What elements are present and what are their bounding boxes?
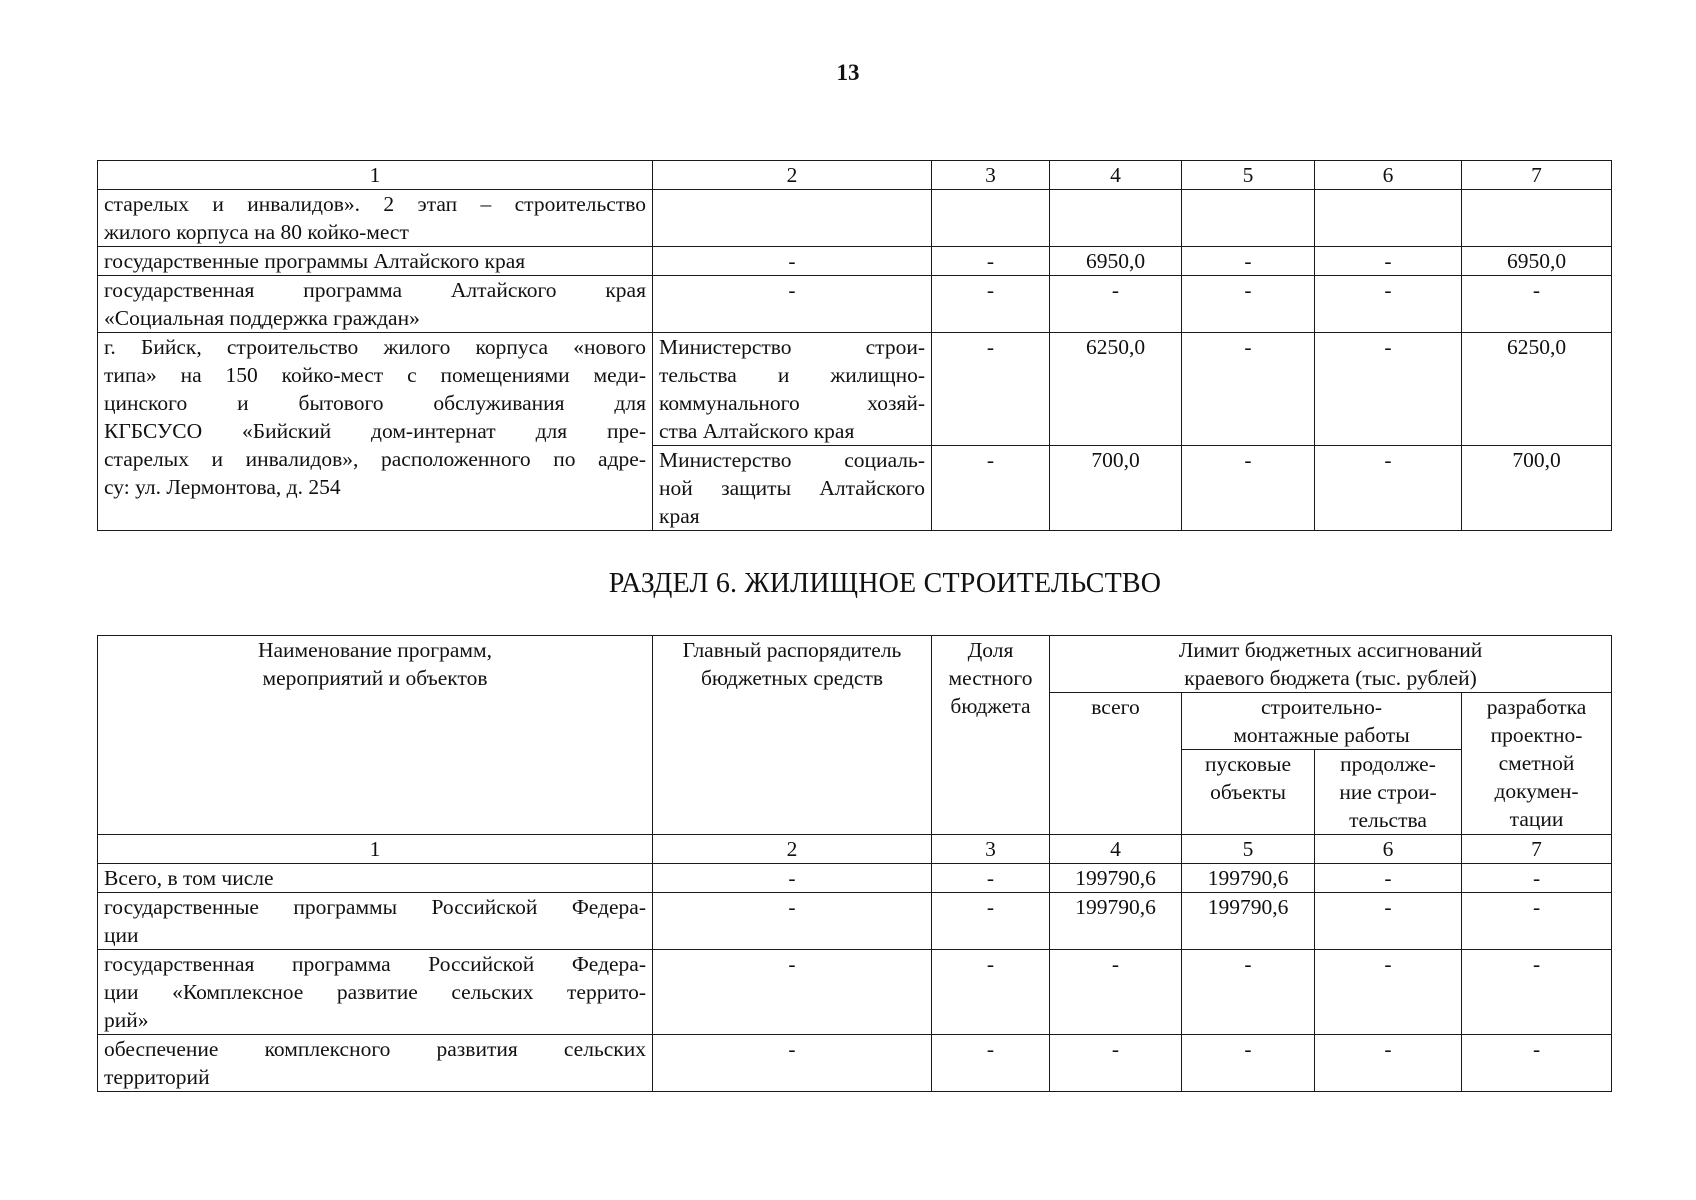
cell: -: [653, 276, 932, 333]
cell: -: [1315, 864, 1462, 893]
cell: 199790,6: [1182, 893, 1315, 950]
text-line: Министерство социаль-: [659, 448, 925, 472]
header-line: Наименование программ,: [257, 638, 493, 662]
col-number: 3: [932, 835, 1050, 864]
cell: -: [932, 276, 1050, 333]
text-line: государственные программы Российской Федера-: [104, 895, 646, 919]
cell: -: [932, 446, 1050, 531]
cell: -: [1315, 1035, 1462, 1092]
col-number: 5: [1182, 835, 1315, 864]
col-number: 2: [653, 161, 932, 190]
cell: 6950,0: [1462, 247, 1612, 276]
cell: -: [1182, 333, 1315, 446]
cell: -: [653, 247, 932, 276]
cell: -: [1462, 950, 1612, 1035]
table-row: [98, 247, 1612, 276]
text-line: г. Бийск, строительство жилого корпуса «нового: [104, 335, 646, 359]
text-line: су: ул. Лермонтова, д. 254: [104, 475, 341, 499]
text-line: типа» на 150 койко-мест с помещениями меди-: [104, 363, 646, 387]
continuation-table: [97, 160, 1612, 531]
header-line: тации: [1509, 807, 1564, 831]
cell: -: [1315, 446, 1462, 531]
header-line: пусковые: [1204, 752, 1292, 776]
cell: -: [932, 893, 1050, 950]
header-line: краевого бюджета (тыс. рублей): [1184, 666, 1477, 690]
col-number: 5: [1182, 161, 1315, 190]
text-line: «Социальная поддержка граждан»: [104, 306, 420, 330]
row-name: [98, 1035, 653, 1092]
text-line: рий»: [104, 1008, 149, 1032]
cell: -: [1315, 950, 1462, 1035]
header-line: докумен-: [1494, 779, 1579, 803]
header-line: монтажные работы: [1233, 723, 1410, 747]
table-row: [98, 333, 1612, 446]
header-line: бюджетных средств: [700, 666, 883, 690]
text-line: государственная программа Алтайского края: [104, 278, 646, 302]
cell: -: [1182, 247, 1315, 276]
text-line: цинского и бытового обслуживания для: [104, 391, 646, 415]
header-line: Главный распорядитель: [682, 638, 902, 662]
text-line: КГБСУСО «Бийский дом-интернат для пре-: [104, 419, 646, 443]
cell: -: [1462, 864, 1612, 893]
text-line: ной защиты Алтайского: [659, 476, 925, 500]
text-line: Министерство строи-: [659, 335, 925, 359]
header-line: продолже-: [1340, 752, 1436, 776]
cell: [932, 190, 1050, 247]
cell: -: [1050, 276, 1182, 333]
cell: -: [1315, 333, 1462, 446]
text-line: жилого корпуса на 80 койко-мест: [104, 220, 409, 244]
header-budget-limit: [1050, 636, 1612, 693]
column-number-row: [98, 161, 1612, 190]
cell: [1315, 190, 1462, 247]
cell: 6250,0: [1050, 333, 1182, 446]
col-number: 7: [1462, 161, 1612, 190]
cell: -: [1462, 893, 1612, 950]
text-line: обеспечение комплексного развития сельских: [104, 1037, 646, 1061]
row-name: [98, 893, 653, 950]
cell: 199790,6: [1050, 893, 1182, 950]
header-line: Доля: [967, 638, 1014, 662]
header-line: строительно-: [1260, 695, 1383, 719]
cell: -: [932, 333, 1050, 446]
header-launch-objects: [1182, 750, 1315, 835]
cell: -: [1182, 276, 1315, 333]
header-line: проектно-: [1490, 723, 1583, 747]
header-construction-works: [1182, 693, 1462, 750]
cell: -: [932, 864, 1050, 893]
header-line: Лимит бюджетных ассигнований: [1178, 638, 1483, 662]
header-continued-construction: [1315, 750, 1462, 835]
row-name: [98, 247, 653, 276]
cell: 6250,0: [1462, 333, 1612, 446]
cell: [1182, 190, 1315, 247]
cell: -: [653, 1035, 932, 1092]
text-line: коммунального хозяй-: [659, 391, 925, 415]
header-line: сметной: [1498, 751, 1575, 775]
text-line: государственные программы Алтайского края: [104, 249, 526, 273]
cell: -: [1050, 950, 1182, 1035]
header-program-name: [98, 636, 653, 835]
table-row: [98, 1035, 1612, 1092]
cell: 199790,6: [1050, 864, 1182, 893]
table-row: [98, 190, 1612, 247]
cell: -: [932, 247, 1050, 276]
cell: -: [1315, 247, 1462, 276]
cell: [653, 190, 932, 247]
text-line: края: [659, 504, 700, 528]
cell: 700,0: [1050, 446, 1182, 531]
header-line: мероприятий и объектов: [262, 666, 488, 690]
text-line: ства Алтайского края: [659, 419, 855, 443]
cell: -: [1182, 446, 1315, 531]
text-line: территорий: [104, 1065, 210, 1089]
col-number: 1: [98, 161, 653, 190]
header-line: местного: [948, 666, 1033, 690]
cell: -: [932, 950, 1050, 1035]
cell: -: [653, 893, 932, 950]
header-line: бюджета: [950, 694, 1031, 718]
col-number: 4: [1050, 161, 1182, 190]
section-title: РАЗДЕЛ 6. ЖИЛИЩНОЕ СТРОИТЕЛЬСТВО: [608, 568, 1162, 599]
header-line: тельства: [1349, 808, 1427, 832]
cell: [1050, 190, 1182, 247]
table-row: [98, 864, 1612, 893]
header-row: [98, 636, 1612, 693]
row-name: [98, 864, 653, 893]
row-name: [98, 950, 653, 1035]
col-number: 4: [1050, 835, 1182, 864]
text-line: тельства и жилищно-: [659, 363, 925, 387]
cell: -: [1315, 893, 1462, 950]
cell: -: [1462, 1035, 1612, 1092]
header-line: разработка: [1486, 695, 1587, 719]
col-number: 2: [653, 835, 932, 864]
col-number: 1: [98, 835, 653, 864]
cell: 6950,0: [1050, 247, 1182, 276]
text-line: ции: [104, 923, 139, 947]
table-row: [98, 276, 1612, 333]
header-total: всего: [1050, 693, 1182, 835]
text-line: старелых и инвалидов». 2 этап – строительство: [104, 192, 646, 216]
cell: -: [932, 1035, 1050, 1092]
col-number: 3: [932, 161, 1050, 190]
header-line: объекты: [1210, 780, 1286, 804]
row-name: [98, 276, 653, 333]
cell: 700,0: [1462, 446, 1612, 531]
table-row: [98, 893, 1612, 950]
col-number: 6: [1315, 835, 1462, 864]
cell: -: [1182, 1035, 1315, 1092]
text-line: Всего, в том числе: [104, 866, 274, 890]
cell: -: [653, 864, 932, 893]
cell: [1462, 190, 1612, 247]
text-line: ции «Комплексное развитие сельских террито-: [104, 980, 646, 1004]
header-local-share: [932, 636, 1050, 835]
col-number: 6: [1315, 161, 1462, 190]
cell: -: [1182, 950, 1315, 1035]
cell: 199790,6: [1182, 864, 1315, 893]
table-row: [98, 950, 1612, 1035]
column-number-row: [98, 835, 1612, 864]
row-name: [98, 190, 653, 247]
cell: -: [1315, 276, 1462, 333]
header-budget-manager: [653, 636, 932, 835]
text-line: старелых и инвалидов», расположенного по адре-: [104, 447, 646, 471]
ministry-cell: [653, 446, 932, 531]
page-number: 13: [836, 60, 860, 85]
text-line: государственная программа Российской Федера-: [104, 952, 646, 976]
ministry-cell: [653, 333, 932, 446]
col-number: 7: [1462, 835, 1612, 864]
header-line: ние строи-: [1339, 780, 1437, 804]
row-name: [98, 333, 653, 531]
cell: -: [1050, 1035, 1182, 1092]
cell: -: [1462, 276, 1612, 333]
housing-construction-table: [97, 635, 1612, 1092]
header-design-docs: [1462, 693, 1612, 835]
cell: -: [653, 950, 932, 1035]
